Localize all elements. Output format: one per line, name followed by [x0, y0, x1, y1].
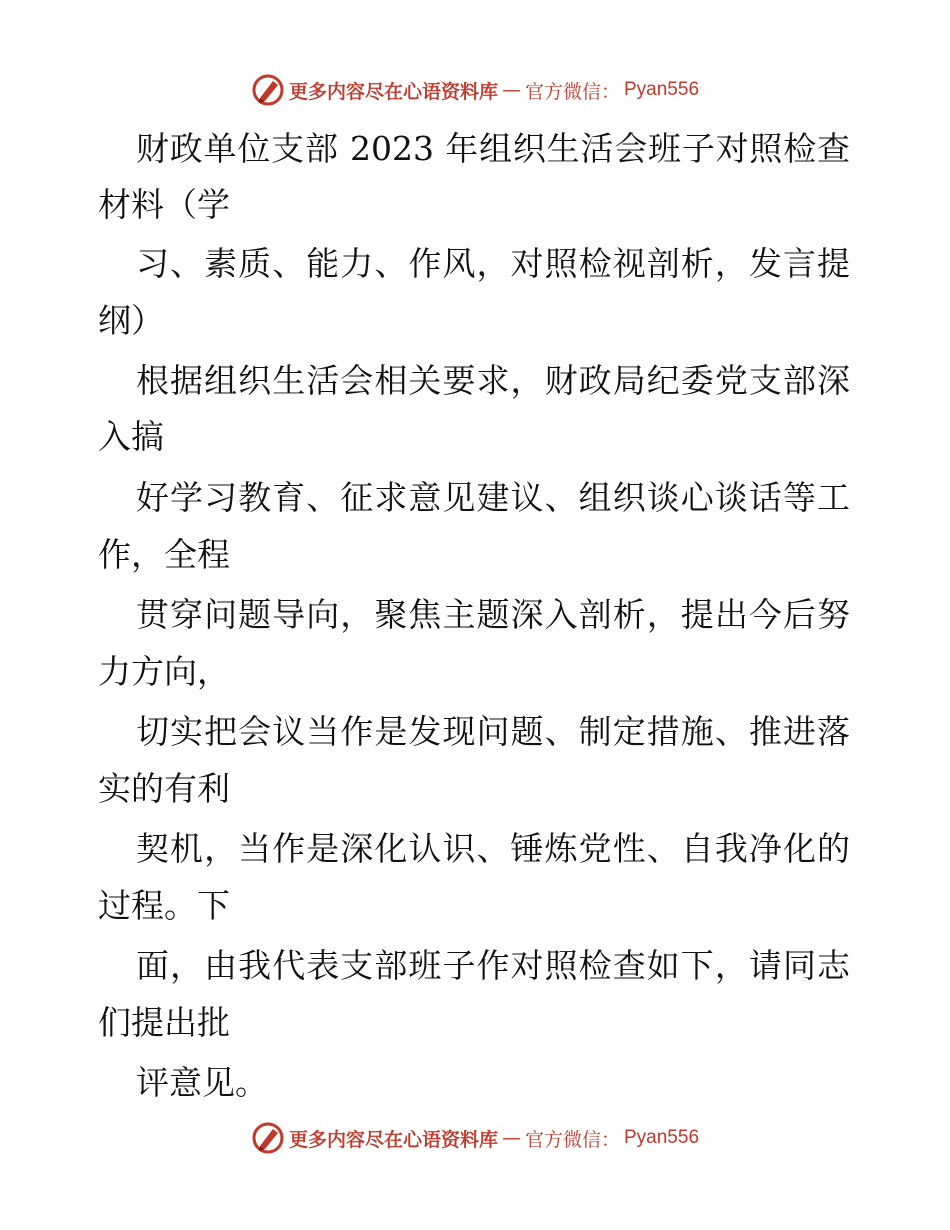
paragraph-2-line-2: 纲）	[98, 301, 164, 340]
footer-watermark	[0, 1118, 950, 1158]
paragraph-1-line-1: 财政单位支部 2023 年组织生活会班子对照检查	[136, 129, 850, 168]
paragraph-4-line-1: 好学习教育、征求意见建议、组织谈心谈话等工	[136, 478, 850, 517]
paragraph-6-line-1: 切实把会议当作是发现问题、制定措施、推进落	[136, 712, 850, 751]
paragraph-5-line-1: 贯穿问题导向，聚焦主题深入剖析，提出今后努	[136, 595, 850, 634]
paragraph-7-line-1: 契机，当作是深化认识、锤炼党性、自我净化的	[136, 829, 850, 868]
watermark-dash: —	[501, 79, 521, 101]
paragraph-2-line-1: 习、素质、能力、作风，对照检视剖析，发言提	[136, 244, 850, 283]
paragraph-3-line-1: 根据组织生活会相关要求，财政局纪委党支部深	[136, 361, 850, 400]
paragraph-3-line-2: 入搞	[98, 417, 164, 456]
paragraph-6-line-2: 实的有利	[98, 769, 230, 808]
pen-nib-icon	[251, 73, 285, 107]
watermark-wechat-id: Pyan556	[624, 1127, 700, 1148]
watermark-label: 官方微信：	[524, 1128, 620, 1151]
watermark-label: 官方微信：	[524, 80, 620, 103]
pen-nib-icon	[251, 1121, 285, 1155]
header-watermark	[0, 70, 950, 110]
paragraph-8-line-1: 面，由我代表支部班子作对照检查如下，请同志	[136, 946, 850, 985]
paragraph-5-line-2: 力方向，	[98, 652, 230, 691]
watermark-dash: —	[501, 1127, 521, 1149]
watermark-wechat-id: Pyan556	[624, 79, 700, 100]
paragraph-9-line-1: 评意见。	[136, 1063, 268, 1102]
paragraph-1-line-2: 材料（学	[98, 185, 230, 224]
watermark-text: 更多内容尽在心语资料库	[288, 80, 498, 103]
paragraph-8-line-2: 们提出批	[98, 1003, 230, 1042]
paragraph-7-line-2: 过程。下	[98, 886, 230, 925]
paragraph-4-line-2: 作，全程	[98, 535, 230, 574]
watermark-text: 更多内容尽在心语资料库	[288, 1128, 498, 1151]
